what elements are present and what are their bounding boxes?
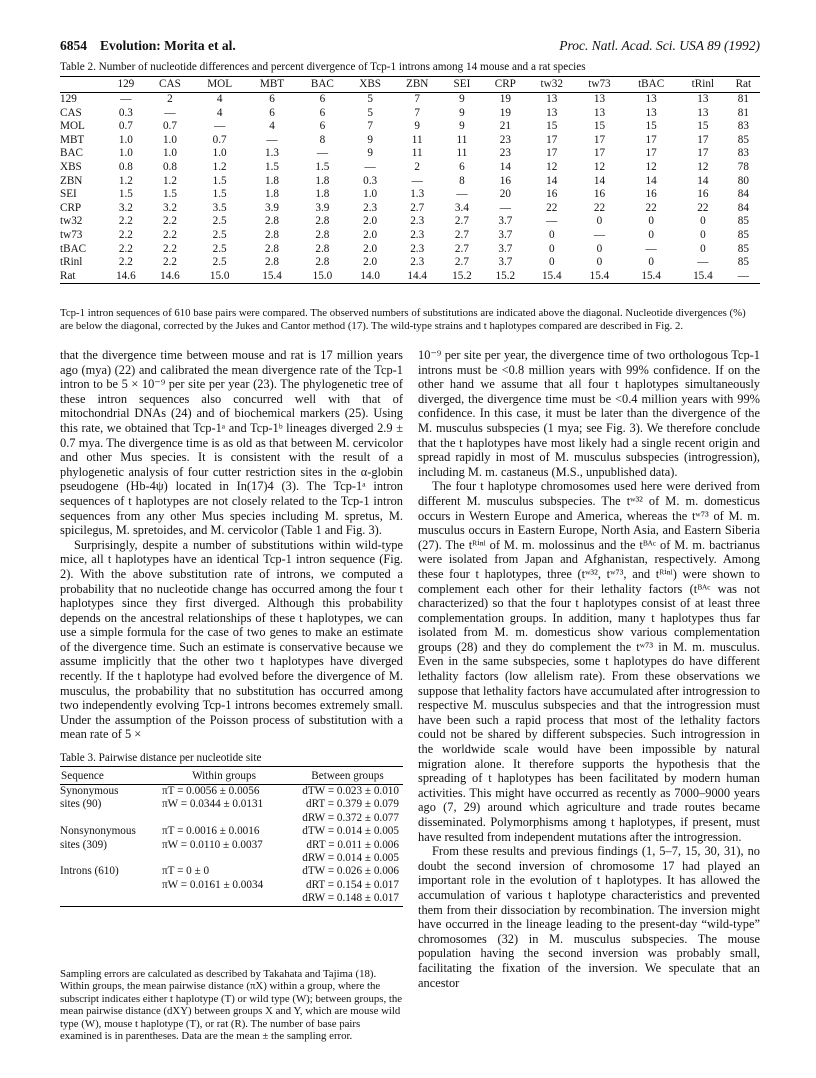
table2-cell: 1.8 xyxy=(315,188,330,201)
table2-cell: 2.2 xyxy=(118,228,133,241)
table2-cell: 1.8 xyxy=(265,174,280,187)
table3 xyxy=(60,766,403,907)
table2-row xyxy=(60,161,760,175)
table2-row-label: tw73 xyxy=(60,228,83,241)
table2-cell: 84 xyxy=(737,188,749,201)
table2-cell: 2.2 xyxy=(118,256,133,269)
table2-row-label: CRP xyxy=(60,201,82,214)
table2-row xyxy=(60,134,760,148)
table2-col-header: SEI xyxy=(441,77,483,93)
table2-cell: 2.5 xyxy=(212,228,227,241)
table2-cell: 2.2 xyxy=(162,215,177,228)
table2-cell: 1.5 xyxy=(315,160,330,173)
table2-cell: 13 xyxy=(546,93,558,105)
table2-cell: 20 xyxy=(499,188,511,201)
table2-cell: 81 xyxy=(737,106,749,119)
left-paragraph-1: that the divergence time between mouse and rat is 17 million years ago (mya) (22) and calibrated the mean divergence rate of the Tcp-1 intron to be 5 × 10⁻⁹ per site per year (23). The phylogenetic tree of these intron sequences also concurred well with that of mitochondrial DNAs (24) and of biochemical markers (25). Using this rate, we obtained that Tcp-1ᵃ and Tcp-1ᵇ lineages diverged 2.9 ± 0.7 mya. The divergence time is as old as that between M. cervicolor and other Mus species. It is consistent with the result of a phylogenetic analysis of four cutter restriction sites in the α-globin pseudogene (Hb-4ψ) located in In(17)4 (3). The Tcp-1ᵃ intron sequences of t haplotypes are not closely related to the Tcp-1 intron sequences from any other Mus species including M. spretus, M. spicilegus, M. spretoides, and M. cervicolor (Table 1 and Fig. 3). xyxy=(60,348,403,538)
table3-cell-within: πT = 0.0056 ± 0.0056 xyxy=(162,785,260,797)
table2-cell: 1.5 xyxy=(118,188,133,201)
table3-cell-within: πW = 0.0161 ± 0.0034 xyxy=(162,878,264,891)
table2-cell: 11 xyxy=(411,133,423,146)
table2-cell: 2.3 xyxy=(410,215,425,228)
table3-cell-between: dTW = 0.023 ± 0.010 xyxy=(302,785,399,797)
table3-cell-between: dRW = 0.372 ± 0.077 xyxy=(302,811,399,824)
table2-cell: 0 xyxy=(548,228,555,241)
table2-cell: 2.2 xyxy=(118,215,133,228)
table2-cell: — xyxy=(214,120,226,133)
table2-cell: 3.2 xyxy=(162,201,177,214)
left-column xyxy=(60,348,403,742)
table2-cell: 2.3 xyxy=(410,256,425,269)
table3-row xyxy=(60,825,403,838)
table2-cell: 19 xyxy=(499,106,511,119)
table2-cell: 14.6 xyxy=(147,270,193,284)
table2-cell: 4 xyxy=(216,93,223,105)
table2-cell: 0 xyxy=(596,242,603,255)
table2-cell: — xyxy=(316,147,328,160)
table2-cell: 15.0 xyxy=(193,270,246,284)
table2-cell: 85 xyxy=(737,256,749,269)
table3-cell-between: dRT = 0.011 ± 0.006 xyxy=(306,838,399,851)
table2-row-label: MOL xyxy=(60,120,85,133)
right-paragraph-3: From these results and previous findings (1, 5–7, 15, 30, 31), no doubt the second inversion of chromosome 17 had played an important role in the evolution of t haplotypes. It has allowed the accumulation of various t haplotype characteristics and prevented them from their dissociation by recombination. The inversion might have occurred in the lineage leading to the present-day “wild-type” chromosomes (32) in M. musculus subspecies. The mouse population having the second inversion was probably small, facilitating the fixation of the inversion. We speculate that an ancestor xyxy=(418,844,760,990)
table3-cell-within: πW = 0.0110 ± 0.0037 xyxy=(162,838,263,851)
table2-cell: 15.2 xyxy=(441,270,483,284)
table3-caption: Table 3. Pairwise distance per nucleotide site xyxy=(60,752,262,764)
table2-cell: 9 xyxy=(367,133,373,146)
table2-cell: 2.2 xyxy=(162,228,177,241)
table2-row-label: SEI xyxy=(60,188,77,201)
table2-cell: — xyxy=(546,215,558,228)
table2-row xyxy=(60,93,760,107)
table2-cell: 1.2 xyxy=(118,174,133,187)
table2-cell: — xyxy=(120,93,132,105)
table3-cell-within xyxy=(156,892,292,906)
table2-cell: 17 xyxy=(546,133,558,146)
table2-cell: — xyxy=(697,256,709,269)
table2-cell: 2.2 xyxy=(118,242,133,255)
table2-cell: — xyxy=(645,242,657,255)
table2-cell: 13 xyxy=(697,106,709,119)
table2-cell: 2.0 xyxy=(363,215,378,228)
table2-row-label: CAS xyxy=(60,106,82,119)
table2-cell: 85 xyxy=(737,215,749,228)
table2-cell: 14 xyxy=(499,160,511,173)
table2-cell: — xyxy=(164,106,176,119)
table2-cell: 3.9 xyxy=(315,201,330,214)
table2-row-label: XBS xyxy=(60,160,82,173)
table2-cell: 1.5 xyxy=(212,174,227,187)
table2-cell: 2.2 xyxy=(162,256,177,269)
table2-cell: 2.8 xyxy=(265,215,280,228)
table2-cell: 0.3 xyxy=(363,174,378,187)
table2-cell: 0 xyxy=(596,256,603,269)
table2-cell: 13 xyxy=(697,93,709,105)
table2-cell: 4 xyxy=(216,106,223,119)
table3-row xyxy=(60,852,403,865)
table2-cell: 2.8 xyxy=(265,242,280,255)
right-column xyxy=(418,348,760,990)
table2-cell: 2.7 xyxy=(454,215,469,228)
table2-cell: 3.7 xyxy=(498,215,513,228)
table2-cell: — xyxy=(456,188,468,201)
table2-cell: 0 xyxy=(648,256,654,269)
table2-cell: — xyxy=(411,174,423,187)
table2-cell: 15.4 xyxy=(576,270,624,284)
table2-cell: 0.7 xyxy=(118,120,133,133)
table3-footnote: Sampling errors are calculated as described by Takahata and Tajima (18). Within groups, the mean pairwise distance (πX) within a group, where the subscript indicates either t haplotype (T) or wild type (W); between groups, the mean pairwise distance (dXY) between groups X and Y, which are mouse wild type (W), mouse t haplotype (T), or rat (R). The number of base pairs examined is in parentheses. Data are the mean ± the sampling error. xyxy=(60,968,403,1043)
table2-cell: — xyxy=(364,160,376,173)
table2-header-row xyxy=(60,77,760,93)
table2-col-header: tRinl xyxy=(679,77,727,93)
table2-row xyxy=(60,107,760,121)
table2-cell: 0 xyxy=(700,242,706,255)
table2-row xyxy=(60,270,760,284)
table2-row-label: tRinl xyxy=(60,256,83,269)
table2-row-label: Rat xyxy=(60,270,105,284)
table2-col-header: BAC xyxy=(298,77,347,93)
table2-row xyxy=(60,256,760,270)
table3-row xyxy=(60,892,403,906)
table2-cell: 84 xyxy=(737,201,749,214)
table3-cell-within xyxy=(156,812,292,825)
table2-cell: 16 xyxy=(546,188,558,201)
table2-cell: 2.7 xyxy=(454,256,469,269)
table2-cell: 2.8 xyxy=(265,256,280,269)
table2-cell: 15.0 xyxy=(298,270,347,284)
table2-cell: 17 xyxy=(697,133,709,146)
table2-cell: 6 xyxy=(459,160,465,173)
table3-cell-between: dRT = 0.154 ± 0.017 xyxy=(306,878,399,891)
table2-cell: 6 xyxy=(319,120,326,133)
table2-cell: 8 xyxy=(319,133,326,146)
table2-cell: 12 xyxy=(697,160,709,173)
table2-cell: 3.7 xyxy=(498,256,513,269)
table2-cell: 2 xyxy=(414,160,420,173)
table2-cell: 0.8 xyxy=(162,160,177,173)
table2-cell: 13 xyxy=(645,93,657,105)
table2-cell: 0 xyxy=(548,256,555,269)
table2-cell: 0.8 xyxy=(118,160,133,173)
table2-cell: 17 xyxy=(697,147,709,160)
table2-cell: 22 xyxy=(697,201,709,214)
table3-row xyxy=(60,798,403,811)
table3-row xyxy=(60,879,403,892)
table2-cell: 15 xyxy=(697,120,709,133)
table2-cell: 6 xyxy=(269,93,275,105)
table2-cell: 14 xyxy=(697,174,709,187)
table2-cell: 2 xyxy=(167,93,173,105)
table2-cell: 1.0 xyxy=(118,147,133,160)
table2-cell: 13 xyxy=(546,106,558,119)
table2-cell: 7 xyxy=(414,106,420,119)
table2-col-header: tw32 xyxy=(528,77,576,93)
table2-cell: 2.7 xyxy=(410,201,425,214)
table2-cell: 23 xyxy=(499,133,511,146)
table3-row xyxy=(60,785,403,799)
table2-cell: 13 xyxy=(593,106,606,119)
table2-cell: 1.8 xyxy=(315,174,330,187)
table2-cell: 2.8 xyxy=(315,242,330,255)
table3-cell-seq xyxy=(60,892,156,906)
table2-cell: 15.2 xyxy=(483,270,528,284)
table2-cell: 2.5 xyxy=(212,215,227,228)
table2-cell: 2.0 xyxy=(363,256,378,269)
running-header xyxy=(60,38,760,58)
table2-cell: 5 xyxy=(367,106,373,119)
table3-row xyxy=(60,812,403,825)
table2-cell: 16 xyxy=(697,188,709,201)
table2-cell: 0 xyxy=(548,242,555,255)
table2-cell: 3.2 xyxy=(118,201,133,214)
table2-cell: 19 xyxy=(499,93,511,105)
table2-col-header: Rat xyxy=(727,77,760,93)
table2-cell: 0.7 xyxy=(162,120,177,133)
table3-cell-seq: Nonsynonymous xyxy=(60,825,136,838)
table3-cell-between: dTW = 0.014 ± 0.005 xyxy=(302,825,399,838)
table2-cell: 0 xyxy=(648,228,654,241)
table2-cell: 17 xyxy=(645,147,657,160)
table2-cell: 2.3 xyxy=(410,228,425,241)
table2-cell: 3.7 xyxy=(498,242,513,255)
table2-row-label: tBAC xyxy=(60,242,87,255)
table2-cell: 17 xyxy=(593,147,606,160)
table2-cell: 5 xyxy=(367,93,373,105)
table2 xyxy=(60,76,760,284)
table2-cell: 2.8 xyxy=(315,228,330,241)
table2-row xyxy=(60,120,760,134)
table2-cell: 15 xyxy=(546,120,558,133)
table3-header-sequence: Sequence xyxy=(60,767,156,785)
table2-cell: 3.5 xyxy=(212,201,227,214)
table3-cell-seq xyxy=(60,879,156,892)
table2-cell: 85 xyxy=(737,228,749,241)
table2-cell: 16 xyxy=(645,188,657,201)
table2-cell: 15.4 xyxy=(623,270,679,284)
table2-col-header: CRP xyxy=(483,77,528,93)
table2-cell: 80 xyxy=(737,174,749,187)
table2-cell: 14.0 xyxy=(347,270,393,284)
table2-col-header: CAS xyxy=(147,77,193,93)
table2-row-label: ZBN xyxy=(60,174,83,187)
right-paragraph-2: The four t haplotype chromosomes used here were derived from different M. musculus subspecies. The tʷ³² of M. m. domesticus occurs in Western Europe and America, whereas the tʷ⁷³ of M. m. musculus occurs in Eastern Europe, North Asia, and Eastern Siberia (27). The tᴿⁱⁿˡ of M. m. molossinus and the tᴮᴬᶜ of M. m. bactrianus were isolated from Japan and Afghanistan, respectively. Among these four t haplotypes, three (tʷ³², tʷ⁷³, and tᴿⁱⁿˡ) were shown to complement each other for their lethality factors (tᴮᴬᶜ was not characterized) so that the four t haplotypes consist of at least three complementation groups. In addition, many t haplotypes thus far isolated from M. m. domesticus show various complementation groups (28) and they do complement the tʷ⁷³ in M. m. musculus. Even in the same subspecies, some t haplotypes do have different lethality factors (low allelism rate). From these observations we suppose that lethality factors have accumulated after introgression to respective M. musculus subspecies and that the introgression must have been such a rapid process that most of the lethality factors could not be shared by different subspecies. Such introgression in the worldwide scale would have been impossible by natural migration alone. It therefore supports the hypothesis that the spreading of t haplotypes has been facilitated by modern human activities. This might have occurred as recently as 7000–9000 years ago (7, 29) around which agriculture and trade routes became disseminated. Polymorphisms among t haplotypes, if present, must have resulted from independent mutations after the introgression. xyxy=(418,479,760,844)
table2-row xyxy=(60,175,760,189)
table2-cell: 1.5 xyxy=(265,160,280,173)
table2-row-label: BAC xyxy=(60,147,84,160)
table2-cell: 8 xyxy=(459,174,465,187)
table3-cell-between: dRW = 0.148 ± 0.017 xyxy=(292,892,403,906)
table2-cell: 21 xyxy=(499,120,511,133)
table2-cell: — xyxy=(266,133,278,146)
table2-cell: 2.7 xyxy=(454,242,469,255)
table2-cell: 2.2 xyxy=(162,242,177,255)
table2-cell: — xyxy=(499,201,511,214)
table2-cell: 1.0 xyxy=(162,133,177,146)
table3-cell-between: dRT = 0.379 ± 0.079 xyxy=(306,798,399,811)
table3-cell-seq xyxy=(60,812,156,825)
table2-cell: 17 xyxy=(546,147,558,160)
table2-cell: 2.8 xyxy=(265,228,280,241)
table2-row-label: tw32 xyxy=(60,215,83,228)
table2-col-header: tw73 xyxy=(576,77,624,93)
table2-cell: 11 xyxy=(456,133,468,146)
table2-cell: 1.5 xyxy=(212,188,227,201)
table2-cell: 0 xyxy=(596,215,603,228)
table2-cell: 81 xyxy=(737,93,749,105)
table2-row xyxy=(60,147,760,161)
table2-cell: 85 xyxy=(737,242,749,255)
table2-cell: 6 xyxy=(319,106,326,119)
table2-cell: 17 xyxy=(645,133,657,146)
table2-cell: 4 xyxy=(269,120,275,133)
left-paragraph-2: Surprisingly, despite a number of substitutions within wild-type mice, all t haplotypes have an identical Tcp-1 intron sequence (Fig. 2). With the above substitution rate of introns, we computed a probability that no nucleotide change has occurred among the four t haplotypes since they first diverged. Although this probability depends on the ancestral relationships of these t haplotypes, we can use a simple formula for the case of two genes to make an estimate of the divergence time. Such an estimate is conservative because we assume implicitly that the other two t haplotypes have diverged recently. If the t haplotype had evolved before the divergence of M. musculus, the probability that no substitution has occurred among two independently evolving Tcp-1 introns becomes extremely small. Under the assumption of the Poisson process of substitution with a mean rate of 5 × xyxy=(60,537,403,742)
table2-cell: 9 xyxy=(459,106,465,119)
table2-cell: 12 xyxy=(546,160,558,173)
table2-cell: 23 xyxy=(499,147,511,160)
table2-cell: 0.7 xyxy=(212,133,227,146)
table3-header-within: Within groups xyxy=(156,767,292,785)
table2-cell: 85 xyxy=(737,133,749,146)
table2-row xyxy=(60,243,760,257)
table2-cell: 12 xyxy=(645,160,657,173)
table2-cell: 3.7 xyxy=(498,228,513,241)
table2-cell: 22 xyxy=(593,201,606,214)
table2-footnote: Tcp-1 intron sequences of 610 base pairs were compared. The observed numbers of substitutions are indicated above the diagonal. Nucleotide divergences (%) are below the diagonal, corrected by the Jukes and Cantor method (17). The wild-type strains and t haplotypes compared are described in Fig. 2. xyxy=(60,307,746,332)
table2-row-label: 129 xyxy=(60,93,77,105)
table2-cell: 2.8 xyxy=(315,256,330,269)
table2-corner xyxy=(60,77,105,93)
table2-cell: 9 xyxy=(459,93,465,105)
table2-col-header: XBS xyxy=(347,77,393,93)
table3-cell-within xyxy=(156,852,292,865)
table2-cell: 78 xyxy=(737,160,749,173)
table2-cell: 9 xyxy=(459,120,465,133)
table2-cell: 1.3 xyxy=(410,188,425,201)
table3-cell-between: dRW = 0.014 ± 0.005 xyxy=(302,852,399,865)
table2-cell: 22 xyxy=(546,201,558,214)
table2-cell: 2.3 xyxy=(363,201,378,214)
table2-cell: 7 xyxy=(414,93,420,105)
table2-cell: 14.6 xyxy=(105,270,147,284)
table2-cell: 2.0 xyxy=(363,228,378,241)
table2-cell: 16 xyxy=(593,188,606,201)
table2-col-header: ZBN xyxy=(393,77,441,93)
table2-cell: 7 xyxy=(367,120,373,133)
table2-cell: 14 xyxy=(645,174,657,187)
table2-cell: 14 xyxy=(546,174,558,187)
page-number: 6854 xyxy=(60,38,87,53)
table2-cell: 83 xyxy=(737,147,749,160)
table2-cell: 1.0 xyxy=(212,147,227,160)
table2-cell: 11 xyxy=(456,147,468,160)
table3-cell-seq xyxy=(60,852,156,865)
table3-cell-within: πW = 0.0344 ± 0.0131 xyxy=(162,798,264,811)
table2-cell: 15.4 xyxy=(246,270,298,284)
table2-cell: 0.3 xyxy=(118,106,133,119)
table2-cell: 1.2 xyxy=(162,174,177,187)
table2-cell: — xyxy=(727,270,760,284)
table2-cell: — xyxy=(593,228,606,241)
table2-cell: 15 xyxy=(593,120,606,133)
table2-cell: 2.5 xyxy=(212,256,227,269)
table2-cell: 14.4 xyxy=(393,270,441,284)
table2-cell: 1.2 xyxy=(212,160,227,173)
table2-cell: 0 xyxy=(700,228,706,241)
table2-cell: 3.4 xyxy=(454,201,469,214)
table3-cell-seq: Introns (610) xyxy=(60,865,119,878)
table3-row xyxy=(60,865,403,878)
table2-cell: 1.0 xyxy=(363,188,378,201)
table3-header-between: Between groups xyxy=(292,767,403,785)
table3-cell-seq: Synonymous xyxy=(60,785,119,797)
table2-cell: 1.5 xyxy=(162,188,177,201)
table2-col-header: 129 xyxy=(105,77,147,93)
table2-cell: 15 xyxy=(645,120,657,133)
table2-cell: 1.0 xyxy=(162,147,177,160)
table2-cell: 14 xyxy=(593,174,606,187)
table2-cell: 2.8 xyxy=(315,215,330,228)
table2-cell: 0 xyxy=(700,215,706,228)
table3-cell-seq: sites (90) xyxy=(60,798,102,811)
table2-cell: 16 xyxy=(499,174,511,187)
table2-cell: 15.4 xyxy=(679,270,727,284)
table2-col-header: tBAC xyxy=(623,77,679,93)
table2-cell: 11 xyxy=(411,147,423,160)
journal-citation: Proc. Natl. Acad. Sci. USA 89 (1992) xyxy=(559,38,760,53)
table2-cell: 1.3 xyxy=(265,147,280,160)
table2-col-header: MOL xyxy=(193,77,246,93)
table2-cell: 1.0 xyxy=(118,133,133,146)
table3-row xyxy=(60,839,403,852)
table2-cell: 2.0 xyxy=(363,242,378,255)
table2-cell: 9 xyxy=(367,147,373,160)
table2-caption: Table 2. Number of nucleotide differences and percent divergence of Tcp-1 introns among 14 mouse and a rat species xyxy=(60,61,586,73)
table2-cell: 17 xyxy=(593,133,606,146)
right-paragraph-1: 10⁻⁹ per site per year, the divergence time of two orthologous Tcp-1 introns must be <0.8 million years with 99% confidence. If on the other hand we assume that all four t haplotypes simultaneously diverged, the divergence time must be <0.4 million years with 99% confidence. In this case, it must be later than the divergence of the M. musculus subspecies (1 mya; see Fig. 3). We therefore conclude that the t haplotypes have most likely had a single recent origin and spread rapidly in most of M. musculus subspecies (introgression), including M. m. castaneus (M.S., unpublished data). xyxy=(418,348,760,479)
table2-row xyxy=(60,229,760,243)
table3-cell-within: πT = 0.0016 ± 0.0016 xyxy=(162,825,260,838)
table2-row-label: MBT xyxy=(60,133,85,146)
table3-cell-seq: sites (309) xyxy=(60,838,107,851)
table2-row xyxy=(60,202,760,216)
table3-cell-within: πT = 0 ± 0 xyxy=(162,865,210,878)
running-title: Evolution: Morita et al. xyxy=(100,38,236,53)
table2-cell: 9 xyxy=(414,120,420,133)
table2-cell: 2.5 xyxy=(212,242,227,255)
table2-cell: 13 xyxy=(593,93,606,105)
table2-cell: 12 xyxy=(593,160,606,173)
table2-row xyxy=(60,188,760,202)
table2-cell: 1.8 xyxy=(265,188,280,201)
table2-cell: 22 xyxy=(645,201,657,214)
table2-col-header: MBT xyxy=(246,77,298,93)
table2-cell: 6 xyxy=(319,93,326,105)
table2-cell: 2.3 xyxy=(410,242,425,255)
table2-cell: 6 xyxy=(269,106,275,119)
table2-cell: 0 xyxy=(648,215,654,228)
table2-row xyxy=(60,215,760,229)
table2-cell: 3.9 xyxy=(265,201,280,214)
table2-cell: 13 xyxy=(645,106,657,119)
table3-cell-between: dTW = 0.026 ± 0.006 xyxy=(302,865,399,878)
table2-cell: 83 xyxy=(737,120,749,133)
table2-cell: 15.4 xyxy=(528,270,576,284)
table2-cell: 2.7 xyxy=(454,228,469,241)
